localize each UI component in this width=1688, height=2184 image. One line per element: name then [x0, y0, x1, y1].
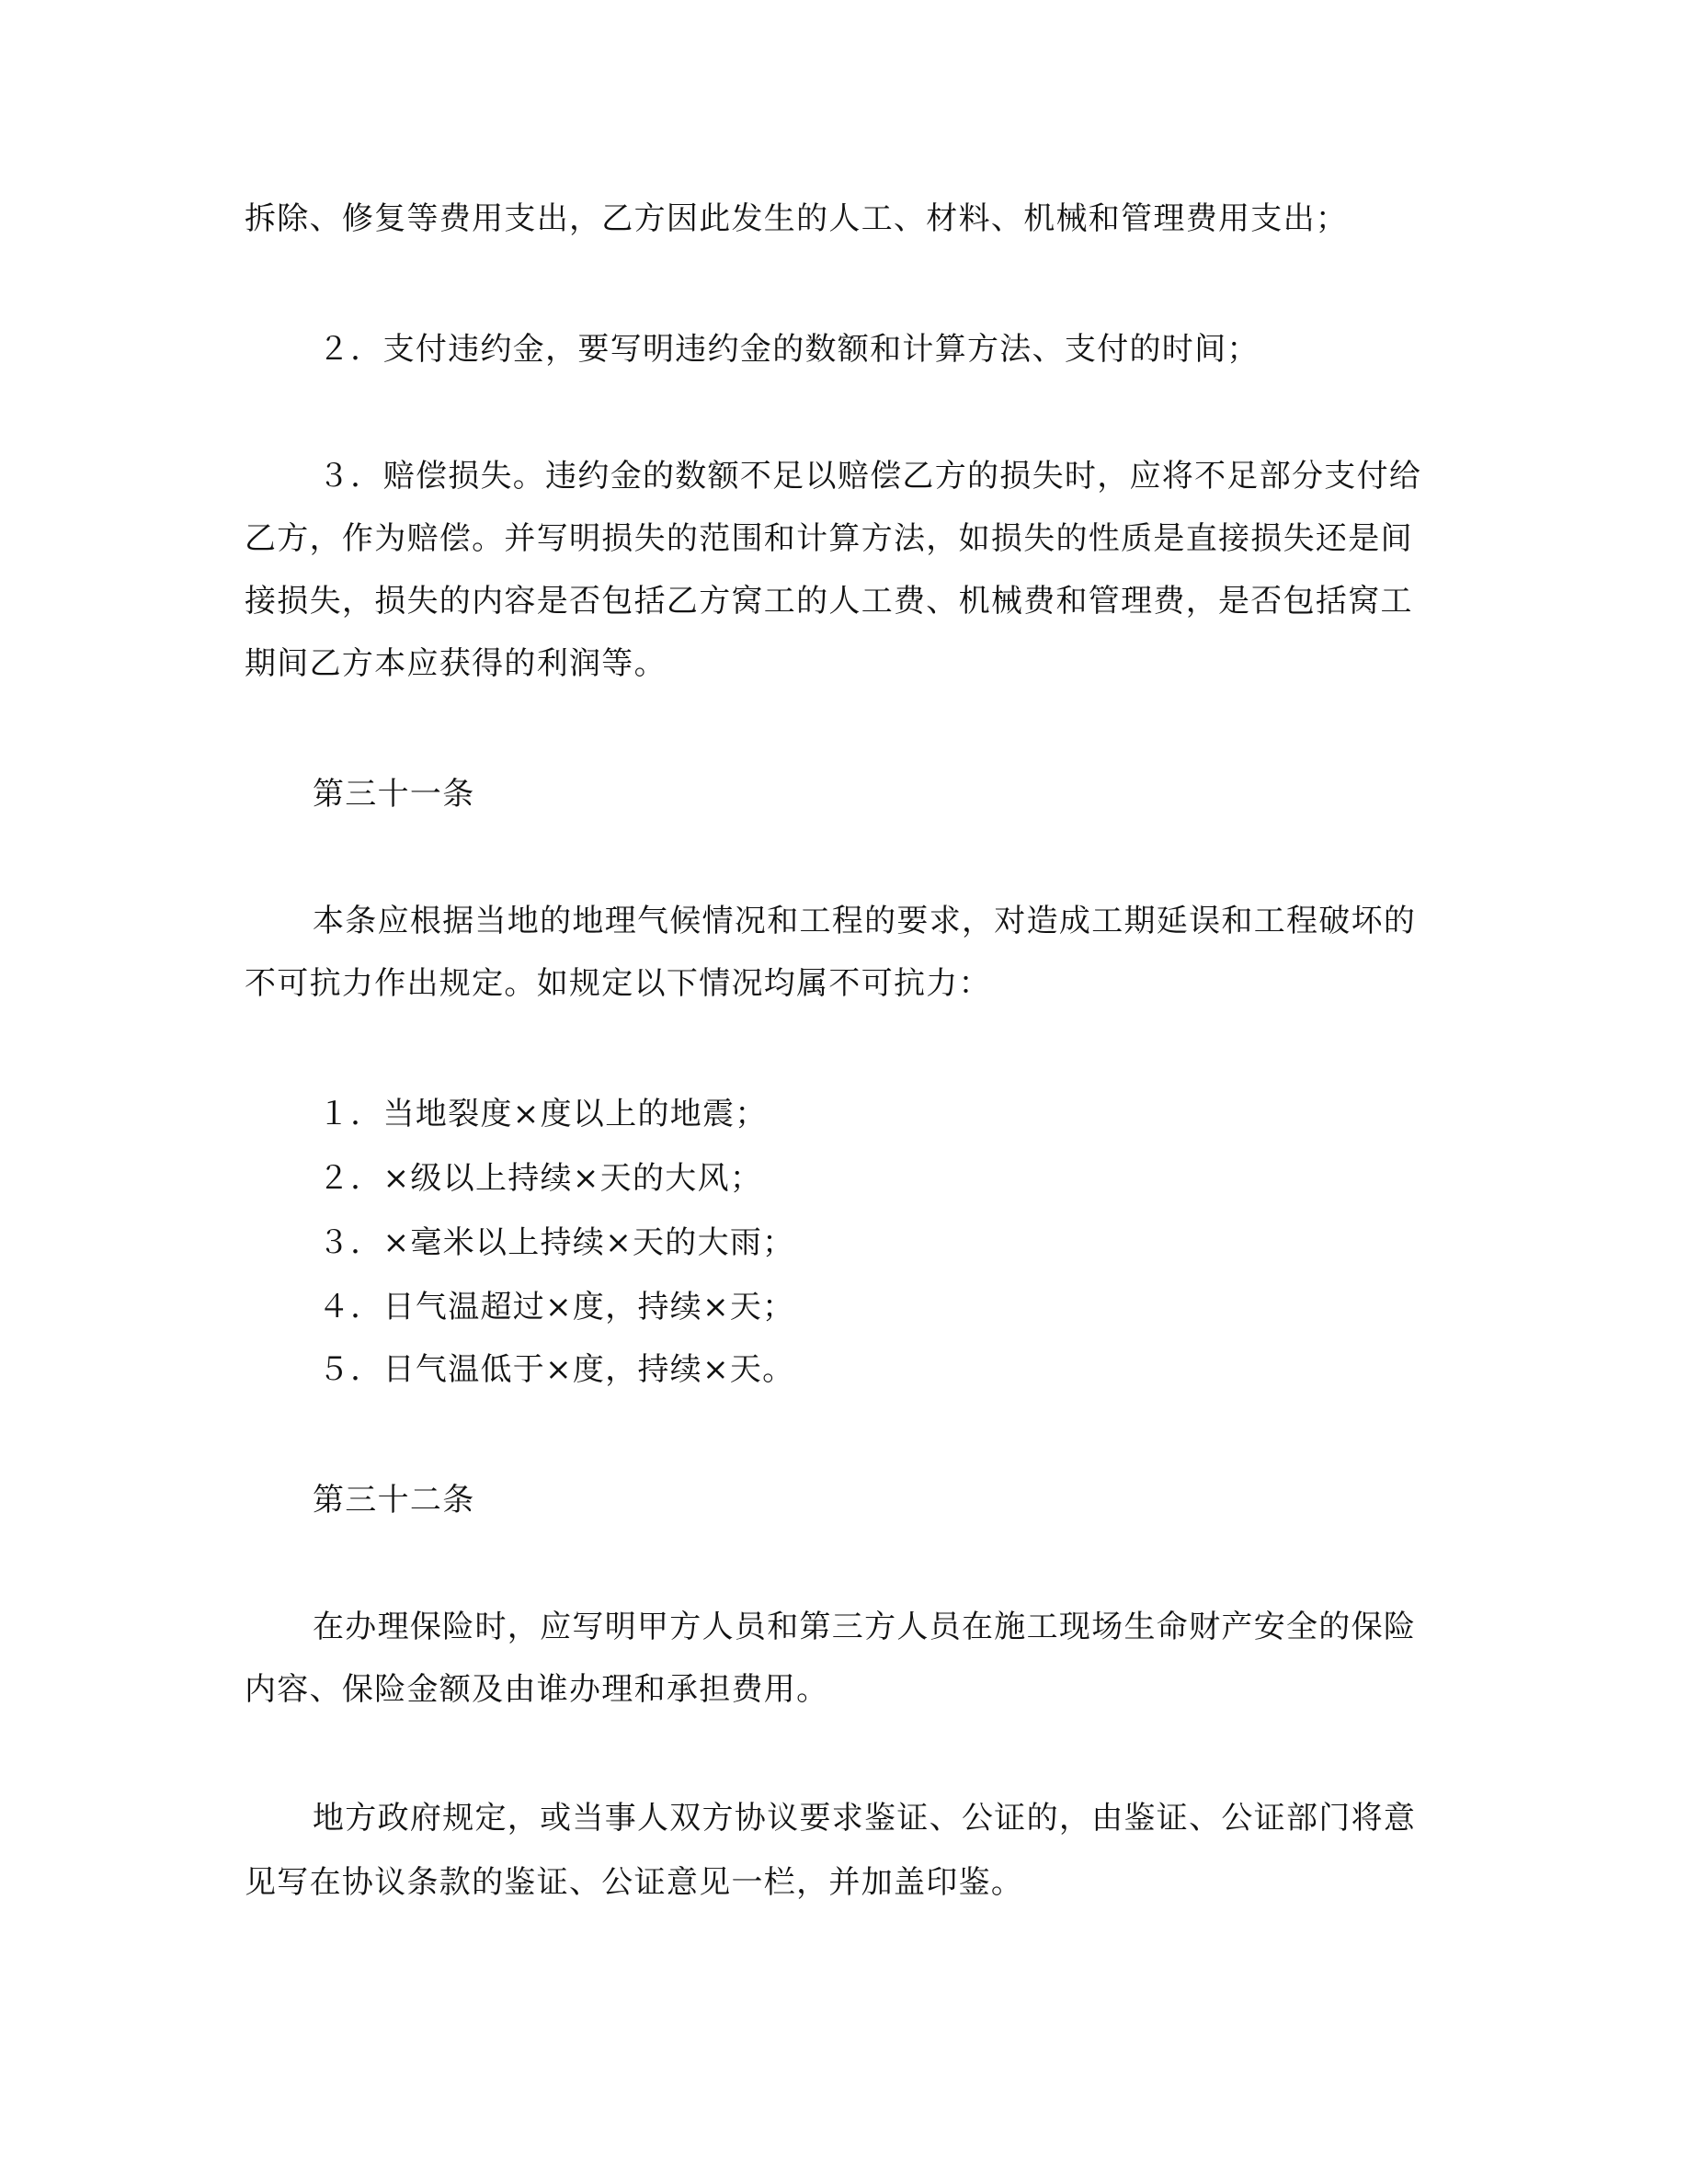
- list-item-compensation-line-3: 接损失，损失的内容是否包括乙方窝工的人工费、机械费和管理费，是否包括窝工: [245, 583, 1413, 620]
- paragraph-continuation: 拆除、修复等费用支出，乙方因此发生的人工、材料、机械和管理费用支出；: [245, 200, 1349, 237]
- force-majeure-item-3: ３．×毫米以上持续×天的大雨；: [318, 1224, 795, 1261]
- list-item-compensation-line-2: 乙方，作为赔偿。并写明损失的范围和计算方法，如损失的性质是直接损失还是间: [245, 520, 1413, 557]
- article-31-heading: 第三十一条: [313, 776, 475, 813]
- list-item-compensation-line-1: ３．赔偿损失。违约金的数额不足以赔偿乙方的损失时，应将不足部分支付给: [318, 458, 1422, 495]
- force-majeure-item-5: ５．日气温低于×度，持续×天。: [318, 1351, 795, 1388]
- force-majeure-item-1: １．当地裂度×度以上的地震；: [318, 1096, 768, 1132]
- list-item-compensation-line-4: 期间乙方本应获得的利润等。: [245, 645, 667, 682]
- notarization-paragraph-line-2: 见写在协议条款的鉴证、公证意见一栏，并加盖印鉴。: [245, 1864, 1024, 1901]
- list-item-penalty: ２．支付违约金，要写明违约金的数额和计算方法、支付的时间；: [318, 331, 1260, 368]
- article-31-intro-line-1: 本条应根据当地的地理气候情况和工程的要求，对造成工期延误和工程破坏的: [313, 903, 1417, 939]
- notarization-paragraph-line-1: 地方政府规定，或当事人双方协议要求鉴证、公证的，由鉴证、公证部门将意: [313, 1800, 1417, 1837]
- insurance-paragraph-line-2: 内容、保险金额及由谁办理和承担费用。: [245, 1671, 829, 1708]
- force-majeure-item-4: ４．日气温超过×度，持续×天；: [318, 1289, 795, 1325]
- article-32-heading: 第三十二条: [313, 1482, 475, 1519]
- insurance-paragraph-line-1: 在办理保险时，应写明甲方人员和第三方人员在施工现场生命财产安全的保险: [313, 1609, 1417, 1645]
- force-majeure-item-2: ２．×级以上持续×天的大风；: [318, 1160, 763, 1197]
- article-31-intro-line-2: 不可抗力作出规定。如规定以下情况均属不可抗力：: [245, 965, 991, 1002]
